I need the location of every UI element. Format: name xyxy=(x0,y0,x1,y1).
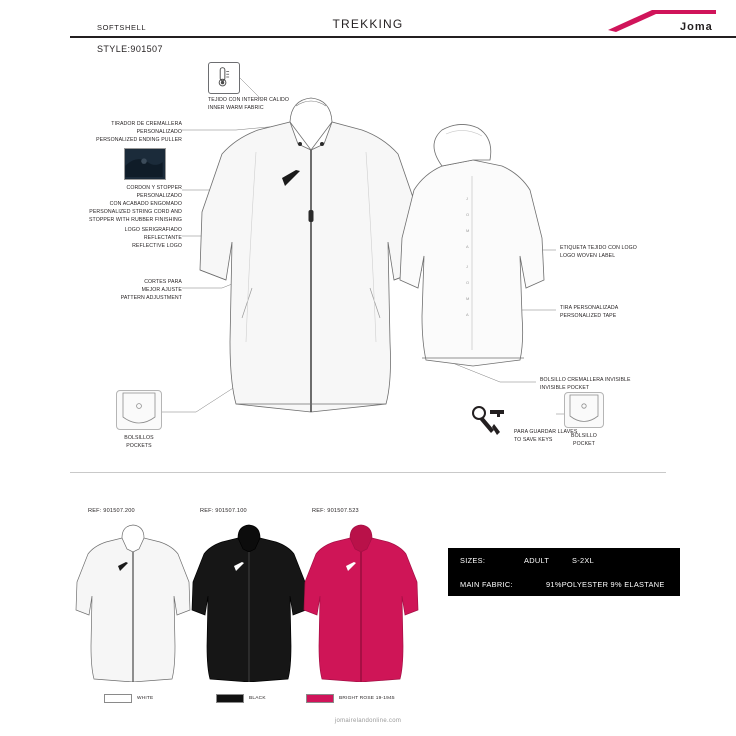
pocket-icon xyxy=(116,390,162,430)
svg-text:M: M xyxy=(466,228,470,233)
category-label: SOFTSHELL xyxy=(97,23,147,32)
jacket-front-illustration xyxy=(196,92,426,422)
footer-url: jomairelandonline.com xyxy=(334,718,402,724)
callout-pattern-adjustment: CORTES PARA MEJOR AJUSTE PATTERN ADJUSTMENT xyxy=(120,279,182,302)
spec-sizes-label: SIZES: xyxy=(460,555,486,565)
callout-pockets: BOLSILLOS POCKETS xyxy=(124,435,154,450)
spec-box xyxy=(448,548,680,596)
svg-text:M: M xyxy=(466,296,470,301)
swatch-name: BLACK xyxy=(249,696,266,701)
callout-personalized-tape: TIRA PERSONALIZADA PERSONALIZED TAPE xyxy=(560,305,619,320)
colorway-ref: REF: 901507.100 xyxy=(200,508,247,514)
page-title: TREKKING xyxy=(332,17,404,31)
svg-text:O: O xyxy=(466,212,470,217)
spec-fabric-value: 91%POLYESTER 9% ELASTANE xyxy=(546,579,665,589)
swatch-name: WHITE xyxy=(137,696,154,701)
swatch-bright-rose xyxy=(306,694,395,703)
callout-invisible-pocket: BOLSILLO CREMALLERA INVISIBLE INVISIBLE POCKET xyxy=(540,377,631,392)
callout-save-keys: PARA GUARDAR LLAVES TO SAVE KEYS xyxy=(514,429,578,444)
spec-row-fabric xyxy=(448,572,680,596)
colorway-ref: REF: 901507.523 xyxy=(312,508,359,514)
svg-text:J: J xyxy=(466,264,468,269)
colorway-white xyxy=(88,508,198,518)
colorway-jacket-rose xyxy=(302,522,420,682)
svg-text:A: A xyxy=(466,312,469,317)
swatch-chip xyxy=(104,694,132,703)
swatch-chip xyxy=(306,694,334,703)
svg-text:J: J xyxy=(466,196,468,201)
swatch-chip xyxy=(216,694,244,703)
cord-stopper-photo xyxy=(124,148,166,180)
style-code: STYLE:901507 xyxy=(97,44,163,54)
colorway-ref: REF: 901507.200 xyxy=(88,508,135,514)
jacket-back-illustration xyxy=(398,120,548,370)
callout-ending-puller: TIRADOR DE CREMALLERA PERSONALIZADO PERSONALIZED ENDING PULLER xyxy=(96,121,182,144)
callout-cord-stopper: CORDON Y STOPPER PERSONALIZADO CON ACABADO ENGOMADO PERSONALIZED STRING CORD AND STOPPER WITH RUBBER FINISHING xyxy=(88,185,182,224)
callout-pocket-right: BOLSILLO POCKET xyxy=(571,433,597,448)
colorway-jacket-black xyxy=(190,522,308,682)
thermometer-icon xyxy=(208,62,240,94)
svg-text:Joma: Joma xyxy=(680,21,713,33)
header-rule xyxy=(70,36,736,38)
colorway-jacket-white xyxy=(74,522,192,682)
section-divider xyxy=(70,472,666,473)
svg-text:O: O xyxy=(466,280,470,285)
colorway-black xyxy=(200,508,310,518)
swatch-white xyxy=(104,694,153,703)
spec-fabric-label: MAIN FABRIC: xyxy=(460,579,513,589)
joma-logo-icon xyxy=(606,8,718,34)
callout-inner-warm-fabric: TEJIDO CON INTERIOR CALIDO INNER WARM FABRIC xyxy=(208,97,289,112)
swatch-black xyxy=(216,694,266,703)
svg-text:A: A xyxy=(466,244,469,249)
colorway-bright-rose xyxy=(312,508,422,518)
keys-icon xyxy=(470,404,510,438)
swatch-name: BRIGHT ROSE 19-1945 xyxy=(339,696,395,701)
callout-reflective-logo: LOGO SERIGRAFIADO REFLECTANTE REFLECTIVE LOGO xyxy=(124,227,182,250)
pocket-icon-right xyxy=(564,392,604,428)
spec-sizes-value-range: S-2XL xyxy=(572,555,595,565)
spec-sizes-value-adult: ADULT xyxy=(524,555,550,565)
spec-row-sizes xyxy=(448,548,680,572)
callout-woven-label: ETIQUETA TEJIDO CON LOGO LOGO WOVEN LABEL xyxy=(560,245,637,260)
